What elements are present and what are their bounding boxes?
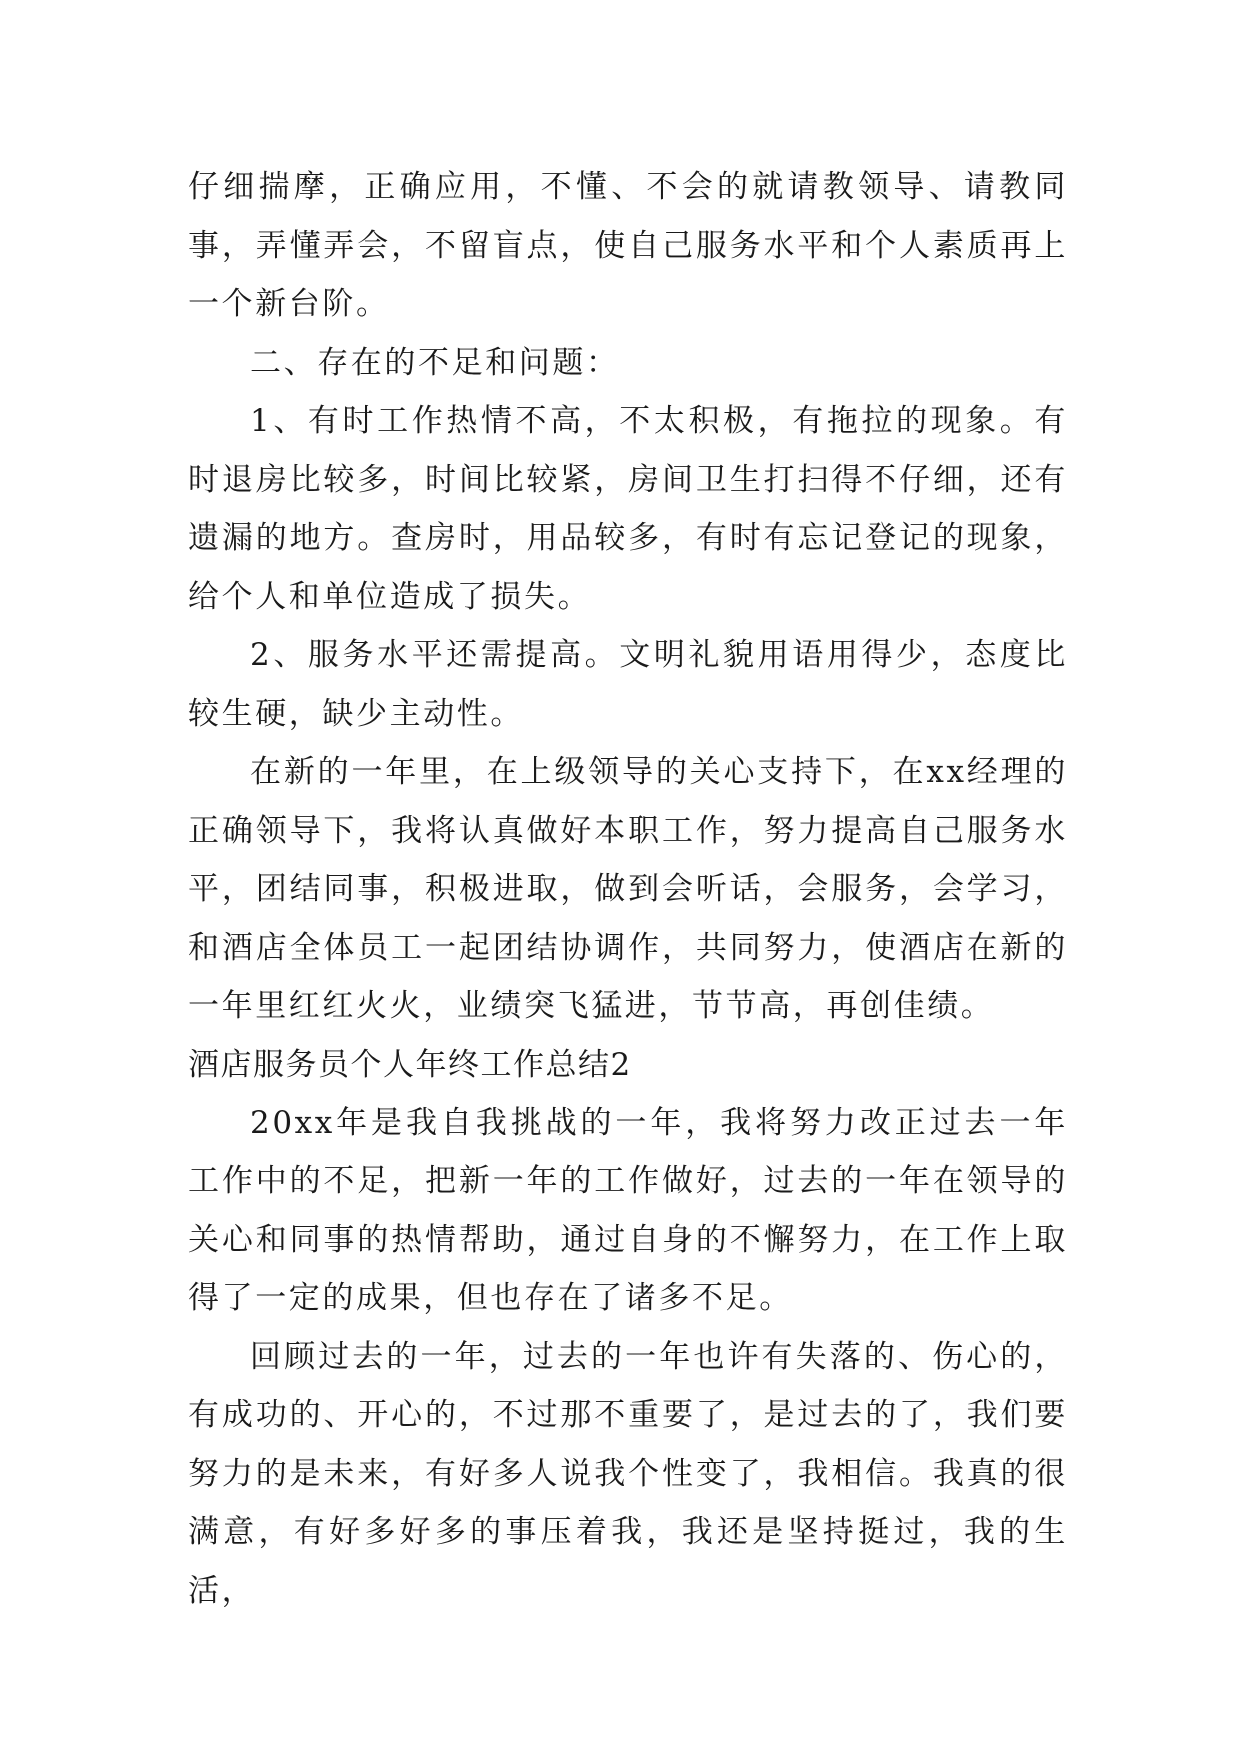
paragraph-self-challenge: 20xx年是我自我挑战的一年，我将努力改正过去一年工作中的不足，把新一年的工作做好，过去的一年在领导的关心和同事的热情帮助，通过自身的不懈努力，在工作上取得了一定的成果，但也存在了诸多不足。	[188, 1104, 1068, 1316]
document-title-2: 酒店服务员个人年终工作总结2	[188, 1046, 632, 1083]
paragraph-review: 回顾过去的一年，过去的一年也许有失落的、伤心的，有成功的、开心的，不过那不重要了，是过去的了，我们要努力的是未来，有好多人说我个性变了，我相信。我真的很满意，有好多好多的事压着我，我还是坚持挺过，我的生活，	[188, 1338, 1068, 1609]
paragraph-problem-2: 2、服务水平还需提高。文明礼貌用语用得少，态度比较生硬，缺少主动性。	[188, 637, 1068, 732]
paragraph-continuation: 仔细揣摩，正确应用，不懂、不会的就请教领导、请教同事，弄懂弄会，不留盲点，使自己服务水平和个人素质再上一个新台阶。	[188, 169, 1068, 322]
document-body	[188, 158, 1068, 1620]
paragraph-problem-1: 1、有时工作热情不高，不太积极，有拖拉的现象。有时退房比较多，时间比较紧，房间卫生打扫得不仔细，还有遗漏的地方。查房时，用品较多，有时有忘记登记的现象，给个人和单位造成了损失。	[188, 403, 1068, 615]
paragraph-new-year-plan: 在新的一年里，在上级领导的关心支持下，在xx经理的正确领导下，我将认真做好本职工作，努力提高自己服务水平，团结同事，积极进取，做到会听话，会服务，会学习，和酒店全体员工一起团结协调作，共同努力，使酒店在新的一年里红红火火，业绩突飞猛进，节节高，再创佳绩。	[188, 754, 1068, 1024]
paragraph-section-heading-shortcomings: 二、存在的不足和问题：	[250, 344, 620, 381]
